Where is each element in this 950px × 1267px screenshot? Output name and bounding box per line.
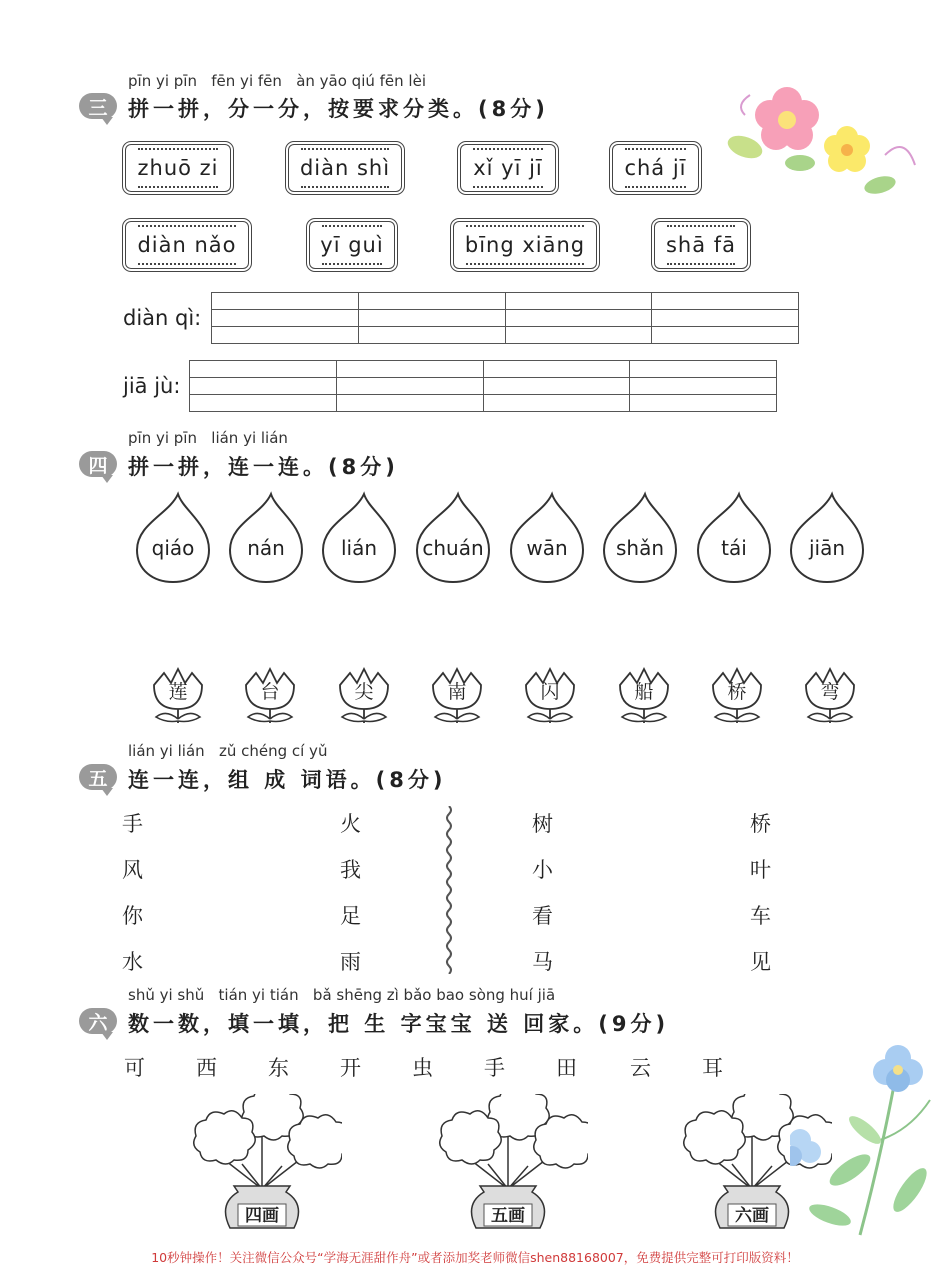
s6-character[interactable]: 耳 xyxy=(702,1056,723,1080)
s6-character[interactable]: 虫 xyxy=(412,1056,433,1080)
s4-character-flower[interactable] xyxy=(614,665,674,725)
s6-title: 数一数，填一填，把 生 字宝宝 送 回家。(9分) xyxy=(128,1012,670,1036)
s6-flower-vase[interactable] xyxy=(182,1094,342,1234)
drop-label: chuán xyxy=(422,536,484,560)
s4-character-flower[interactable] xyxy=(520,665,580,725)
s5-word-col4[interactable]: 桥 xyxy=(750,812,771,836)
flower-char: 台 xyxy=(260,681,280,703)
flower-char: 船 xyxy=(634,681,654,703)
vase-label: 六画 xyxy=(735,1206,769,1226)
s3-word-box: shā fā xyxy=(651,218,751,272)
s3-word-box: chá jī xyxy=(609,141,702,195)
drop-label: shǎn xyxy=(615,536,665,560)
s3-label-dianqi: diàn qì: xyxy=(123,306,202,330)
s5-badge: 五 xyxy=(79,764,117,790)
s3-title: 拼一拼，分一分，按要求分类。(8分) xyxy=(128,97,549,121)
vase-label: 四画 xyxy=(245,1206,279,1226)
s4-badge: 四 xyxy=(79,451,117,477)
s3-word-box: diàn nǎo xyxy=(122,218,252,272)
flower-char: 弯 xyxy=(820,681,840,703)
s4-character-flower[interactable] xyxy=(427,665,487,725)
s6-character[interactable]: 开 xyxy=(340,1056,361,1080)
s3-word-box: bīng xiāng xyxy=(450,218,600,272)
s6-character[interactable]: 东 xyxy=(268,1056,289,1080)
s4-character-flower[interactable] xyxy=(240,665,300,725)
s5-word-col3[interactable]: 看 xyxy=(532,904,553,928)
s3-word-box: xǐ yī jī xyxy=(457,141,559,195)
s3-word-box: diàn shì xyxy=(285,141,405,195)
s3-answer-grid-dianqi[interactable] xyxy=(211,292,799,344)
s6-character[interactable]: 田 xyxy=(556,1056,577,1080)
blue-flower-decoration-icon xyxy=(790,1040,940,1240)
s4-pinyin-drop[interactable] xyxy=(507,490,587,586)
drop-label: nán xyxy=(247,536,285,560)
s5-word-col1[interactable]: 水 xyxy=(122,950,143,974)
s5-word-col2[interactable]: 雨 xyxy=(340,950,361,974)
s3-badge: 三 xyxy=(79,93,117,119)
s5-word-col3[interactable]: 马 xyxy=(532,950,553,974)
drop-label: lián xyxy=(340,536,378,560)
s5-word-col3[interactable]: 小 xyxy=(532,858,553,882)
drop-label: tái xyxy=(721,536,747,560)
s4-pinyin-drop[interactable] xyxy=(694,490,774,586)
s4-character-flower[interactable] xyxy=(334,665,394,725)
flower-char: 闪 xyxy=(540,681,560,703)
s5-pinyin: lián yi lián zǔ chéng cí yǔ xyxy=(128,742,328,760)
s3-label-jiaju: jiā jù: xyxy=(123,374,181,398)
s4-pinyin-drop[interactable] xyxy=(787,490,867,586)
flower-char: 尖 xyxy=(354,681,374,703)
s5-title: 连一连，组 成 词语。(8分) xyxy=(128,768,447,792)
s3-word-box: yī guì xyxy=(306,218,398,272)
s5-word-col4[interactable]: 车 xyxy=(750,904,771,928)
flower-char: 莲 xyxy=(168,681,188,703)
drop-label: qiáo xyxy=(151,536,195,560)
s6-pinyin: shǔ yi shǔ tián yi tián bǎ shēng zì bǎo bao sòng huí jiā xyxy=(128,986,556,1004)
s4-pinyin-drop[interactable] xyxy=(133,490,213,586)
s6-character[interactable]: 西 xyxy=(196,1056,217,1080)
s5-word-col4[interactable]: 叶 xyxy=(750,858,771,882)
s3-pinyin: pīn yi pīn fēn yi fēn àn yāo qiú fēn lèi xyxy=(128,72,426,90)
flower-char: 南 xyxy=(447,681,467,703)
s5-word-col4[interactable]: 见 xyxy=(750,950,771,974)
s5-word-col1[interactable]: 你 xyxy=(122,904,143,928)
s6-character[interactable]: 手 xyxy=(484,1056,505,1080)
s5-divider xyxy=(443,806,455,974)
s4-pinyin-drop[interactable] xyxy=(600,490,680,586)
s5-word-col2[interactable]: 我 xyxy=(340,858,361,882)
s6-flower-vase[interactable] xyxy=(428,1094,588,1234)
flower-decoration-icon xyxy=(725,85,925,205)
s4-character-flower[interactable] xyxy=(148,665,208,725)
footer-notice: 10秒钟操作！关注微信公众号“学海无涯甜作舟”或者添加奖老师微信shen88168007，免费提供完整可打印版资料！ xyxy=(151,1250,799,1265)
s6-character[interactable]: 云 xyxy=(630,1056,651,1080)
s3-word-box: zhuō zi xyxy=(122,141,234,195)
s3-answer-grid-jiaju[interactable] xyxy=(189,360,777,412)
s4-title: 拼一拼，连一连。(8分) xyxy=(128,455,399,479)
s5-word-col1[interactable]: 手 xyxy=(122,812,143,836)
s4-pinyin-drop[interactable] xyxy=(319,490,399,586)
s4-character-flower[interactable] xyxy=(707,665,767,725)
s5-word-col3[interactable]: 树 xyxy=(532,812,553,836)
drop-label: wān xyxy=(526,536,568,560)
drop-label: jiān xyxy=(808,536,846,560)
s4-character-flower[interactable] xyxy=(800,665,860,725)
flower-char: 桥 xyxy=(727,681,747,703)
s5-word-col2[interactable]: 火 xyxy=(340,812,361,836)
s5-word-col1[interactable]: 风 xyxy=(122,858,143,882)
s5-word-col2[interactable]: 足 xyxy=(340,904,361,928)
s4-pinyin-drop[interactable] xyxy=(226,490,306,586)
s4-pinyin-drop[interactable] xyxy=(413,490,493,586)
vase-label: 五画 xyxy=(491,1206,525,1226)
s6-badge: 六 xyxy=(79,1008,117,1034)
s4-pinyin: pīn yi pīn lián yi lián xyxy=(128,429,288,447)
s6-character[interactable]: 可 xyxy=(124,1056,145,1080)
